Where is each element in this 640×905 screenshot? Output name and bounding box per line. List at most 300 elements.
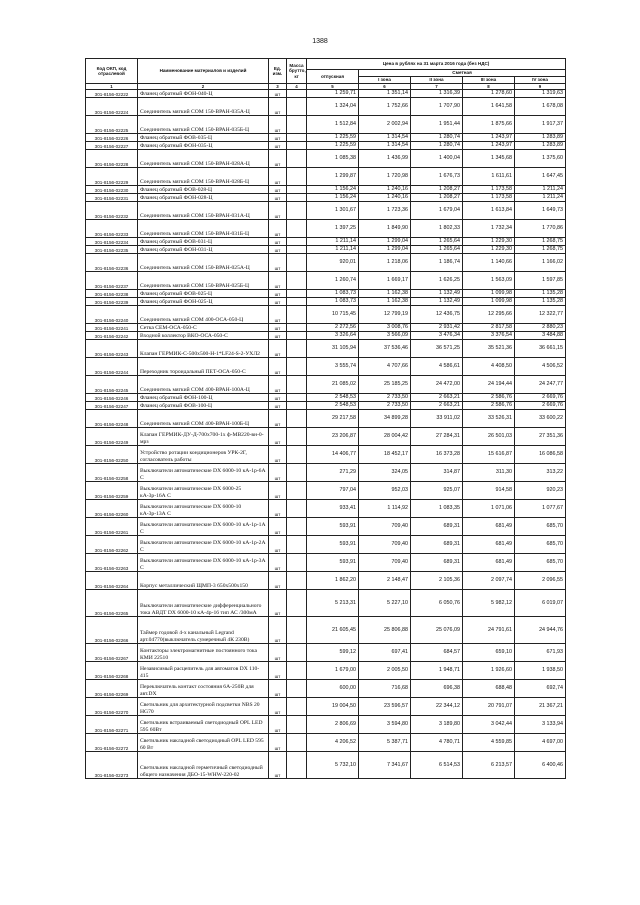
row-release-price: 933,41 [307,500,359,518]
row-zone-2-price: 1 208,27 [411,186,463,194]
row-mass [287,306,307,324]
header-mass: Масса брутто, кг [287,59,307,84]
row-zone-3-price: 681,49 [463,518,515,536]
row-unit: шт [269,394,287,402]
row-zone-2-price: 314,87 [411,464,463,482]
row-zone-1-price: 3 566,09 [359,332,411,340]
row-zone-4-price: 1 649,73 [515,202,566,220]
row-code: 301-8156-02262 [86,536,138,554]
row-zone-3-price: 20 791,07 [463,698,515,716]
row-zone-4-price: 1 166,02 [515,254,566,272]
row-unit: шт [269,698,287,716]
row-zone-3-price: 3 042,44 [463,716,515,734]
row-zone-3-price: 1 875,66 [463,116,515,134]
row-release-price: 1 862,20 [307,572,359,590]
row-zone-1-price: 25 806,88 [359,617,411,644]
row-unit: шт [269,298,287,306]
row-zone-2-price: 1 083,35 [411,500,463,518]
row-zone-4-price: 1 678,08 [515,98,566,116]
row-release-price: 1 211,14 [307,246,359,254]
row-release-price: 1 299,87 [307,168,359,186]
row-mass [287,446,307,464]
row-unit: шт [269,734,287,752]
row-mass [287,168,307,186]
row-unit: шт [269,500,287,518]
row-unit: шт [269,340,287,358]
row-unit: шт [269,324,287,332]
row-zone-1-price: 2 005,50 [359,662,411,680]
row-name: Таймер годовой 4-х канальный Legrand арт.04770(выключатель сумеречный 4К 230В) [138,617,269,644]
row-zone-2-price: 925,07 [411,482,463,500]
row-name: Соединитель мягкий СОМ 150-ВРАН-035А-Ц [138,98,269,116]
row-zone-2-price: 25 076,09 [411,617,463,644]
row-mass [287,376,307,394]
row-zone-3-price: 2 097,74 [463,572,515,590]
row-mass [287,272,307,290]
row-zone-2-price: 1 265,64 [411,246,463,254]
table-header [86,59,566,90]
header-unit: Ед. изм. [269,59,287,84]
row-zone-2-price: 3 189,80 [411,716,463,734]
table-row [86,90,566,98]
row-zone-1-price: 1 436,99 [359,150,411,168]
row-code: 301-8156-02236 [86,254,138,272]
row-zone-1-price: 697,41 [359,644,411,662]
row-zone-3-price: 3 376,54 [463,332,515,340]
page-number: 1388 [312,38,328,45]
row-name: Выключатели автоматические DX 6000-10 кА-1р-1А С [138,518,269,536]
row-release-price: 593,91 [307,536,359,554]
row-mass [287,410,307,428]
table-row [86,116,566,134]
row-unit: шт [269,194,287,202]
row-unit: шт [269,98,287,116]
row-name: Соединитель мягкий СОМ 400-ОСА-050-Ц [138,306,269,324]
row-zone-4-price: 1 135,28 [515,290,566,298]
table-row [86,306,566,324]
row-zone-2-price: 1 951,44 [411,116,463,134]
table-row [86,290,566,298]
table-row [86,150,566,168]
row-unit: шт [269,332,287,340]
row-zone-4-price: 1 077,67 [515,500,566,518]
row-code: 301-8156-02244 [86,358,138,376]
row-mass [287,644,307,662]
row-release-price: 920,01 [307,254,359,272]
row-name: Соединитель мягкий СОМ 150-ВРАН-025А-Ц [138,254,269,272]
row-zone-2-price: 33 911,02 [411,410,463,428]
row-zone-2-price: 1 208,27 [411,194,463,202]
row-code: 301-8156-02249 [86,428,138,446]
row-mass [287,402,307,410]
row-unit: шт [269,572,287,590]
row-code: 301-8156-02245 [86,376,138,394]
row-zone-3-price: 1 243,97 [463,134,515,142]
row-name: Фланец обратный ФОВ-031-Ц [138,238,269,246]
column-index: 4 [287,84,307,90]
row-zone-4-price: 4 506,52 [515,358,566,376]
row-zone-1-price: 3 594,80 [359,716,411,734]
row-zone-3-price: 35 521,36 [463,340,515,358]
row-zone-3-price: 1 099,98 [463,298,515,306]
table-row [86,134,566,142]
row-release-price: 1 083,73 [307,290,359,298]
row-release-price: 1 083,73 [307,298,359,306]
row-code: 301-8156-02226 [86,134,138,142]
row-release-price: 3 555,74 [307,358,359,376]
row-unit: шт [269,376,287,394]
row-code: 301-8156-02243 [86,340,138,358]
row-zone-1-price: 12 799,19 [359,306,411,324]
column-index: 3 [269,84,287,90]
row-name: Устройство ротации кондиционеров УРК-2Г, согласователь работы [138,446,269,464]
row-zone-4-price: 1 211,24 [515,186,566,194]
column-index: 6 [359,84,411,90]
row-zone-4-price: 33 600,22 [515,410,566,428]
row-zone-2-price: 1 280,74 [411,134,463,142]
table-row [86,220,566,238]
row-name: Корпус металлический ЩМП-3 650х500х150 [138,572,269,590]
row-zone-3-price: 4 559,85 [463,734,515,752]
row-zone-3-price: 2 586,76 [463,402,515,410]
row-unit: шт [269,142,287,150]
row-code: 301-8156-02247 [86,402,138,410]
row-code: 301-8156-02231 [86,194,138,202]
row-release-price: 1 512,84 [307,116,359,134]
row-zone-1-price: 716,68 [359,680,411,698]
row-zone-3-price: 2 586,76 [463,394,515,402]
row-mass [287,290,307,298]
row-unit: шт [269,238,287,246]
row-name: Соединитель мягкий СОМ 150-ВРАН-028А-Ц [138,150,269,168]
row-zone-3-price: 1 278,60 [463,90,515,98]
table-row [86,617,566,644]
row-zone-4-price: 1 283,89 [515,134,566,142]
table-row [86,402,566,410]
header-price-group: Цена в рублях на 31 марта 2016 года (без НДС) [307,59,566,70]
table-row [86,644,566,662]
row-unit: шт [269,220,287,238]
table-row [86,734,566,752]
row-unit: шт [269,536,287,554]
row-zone-3-price: 26 501,03 [463,428,515,446]
row-mass [287,716,307,734]
row-zone-2-price: 689,31 [411,536,463,554]
row-mass [287,340,307,358]
row-zone-4-price: 685,70 [515,554,566,572]
row-unit: шт [269,554,287,572]
row-name: Выключатели автоматические DX 6000-10 кА-1р-6А С [138,464,269,482]
row-unit: шт [269,446,287,464]
row-unit: шт [269,202,287,220]
row-release-price: 4 206,52 [307,734,359,752]
row-mass [287,698,307,716]
row-code: 301-8156-02250 [86,446,138,464]
row-zone-1-price: 1 162,38 [359,298,411,306]
row-zone-3-price: 1 613,84 [463,202,515,220]
price-table-sheet [85,58,565,779]
row-release-price: 599,12 [307,644,359,662]
row-mass [287,202,307,220]
row-release-price: 1 225,59 [307,142,359,150]
row-zone-4-price: 27 351,36 [515,428,566,446]
row-zone-2-price: 1 280,74 [411,142,463,150]
row-unit: шт [269,90,287,98]
table-row [86,662,566,680]
table-row [86,254,566,272]
row-name: Соединитель мягкий СОМ 150-ВРАН-031А-Ц [138,202,269,220]
row-name: Светильник для архитектурной подсветки NBS 20 HG70 [138,698,269,716]
row-zone-2-price: 24 472,00 [411,376,463,394]
row-zone-2-price: 16 373,28 [411,446,463,464]
row-code: 301-8156-02227 [86,142,138,150]
row-zone-4-price: 24 247,77 [515,376,566,394]
column-index: 8 [463,84,515,90]
row-zone-2-price: 4 586,61 [411,358,463,376]
table-row [86,536,566,554]
row-zone-3-price: 1 732,34 [463,220,515,238]
table-row [86,272,566,290]
row-release-price: 5 732,10 [307,752,359,779]
row-zone-3-price: 1 243,97 [463,142,515,150]
row-name: Клапан ГЕРМИК-ДУ-Д-700х700-1х ф-MB220-вн-0-мрз [138,428,269,446]
row-name: Соединитель мягкий СОМ 150-ВРАН-031Б-Ц [138,220,269,238]
row-mass [287,254,307,272]
row-mass [287,142,307,150]
row-unit: шт [269,246,287,254]
row-unit: шт [269,428,287,446]
row-mass [287,332,307,340]
table-row [86,194,566,202]
row-mass [287,590,307,617]
row-name: Фланец обратный ФОН-100-Ц [138,394,269,402]
row-name: Фланец обратный ФОВ-025-Ц [138,290,269,298]
row-zone-1-price: 2 733,50 [359,394,411,402]
table-row [86,572,566,590]
row-zone-4-price: 1 268,75 [515,246,566,254]
row-zone-3-price: 1 345,68 [463,150,515,168]
table-row [86,238,566,246]
row-release-price: 19 004,50 [307,698,359,716]
row-release-price: 1 225,59 [307,134,359,142]
row-zone-1-price: 1 314,54 [359,142,411,150]
table-row [86,358,566,376]
row-zone-4-price: 685,70 [515,518,566,536]
row-release-price: 593,91 [307,518,359,536]
row-zone-1-price: 1 240,16 [359,186,411,194]
row-zone-3-price: 33 526,31 [463,410,515,428]
row-zone-4-price: 1 647,45 [515,168,566,186]
row-zone-4-price: 2 096,55 [515,572,566,590]
row-release-price: 1 211,14 [307,238,359,246]
row-zone-1-price: 37 536,46 [359,340,411,358]
row-unit: шт [269,662,287,680]
row-zone-3-price: 311,30 [463,464,515,482]
row-code: 301-8156-02230 [86,186,138,194]
row-code: 301-8156-02260 [86,500,138,518]
row-zone-1-price: 25 185,25 [359,376,411,394]
table-row [86,246,566,254]
row-zone-2-price: 1 316,39 [411,90,463,98]
row-zone-4-price: 1 770,86 [515,220,566,238]
row-unit: шт [269,752,287,779]
row-zone-1-price: 5 227,10 [359,590,411,617]
row-mass [287,134,307,142]
row-name: Переходник тороидальный ПЕТ-ОСА-050-С [138,358,269,376]
row-zone-4-price: 1 597,85 [515,272,566,290]
row-zone-1-price: 1 752,66 [359,98,411,116]
row-zone-1-price: 1 723,36 [359,202,411,220]
row-zone-2-price: 27 284,31 [411,428,463,446]
row-mass [287,298,307,306]
row-name: Фланец обратный ФОН-025-Ц [138,298,269,306]
column-index: 2 [138,84,269,90]
row-release-price: 1 397,25 [307,220,359,238]
row-zone-3-price: 1 173,58 [463,194,515,202]
row-mass [287,464,307,482]
row-release-price: 593,91 [307,554,359,572]
row-zone-4-price: 685,70 [515,536,566,554]
row-zone-4-price: 313,22 [515,464,566,482]
row-zone-2-price: 6 514,53 [411,752,463,779]
row-name: Входной коллектор ВКО-ОСА-050-С [138,332,269,340]
row-name: Светильник накладной светодиодный OPL LED 595 60 Вт [138,734,269,752]
row-code: 301-8156-02266 [86,617,138,644]
row-zone-2-price: 689,31 [411,554,463,572]
row-zone-3-price: 681,49 [463,554,515,572]
row-zone-2-price: 36 571,25 [411,340,463,358]
row-code: 301-8156-02272 [86,734,138,752]
row-release-price: 10 715,45 [307,306,359,324]
row-name: Выключатели автоматические DX 6000-25 кА-3р-16А С [138,482,269,500]
row-zone-1-price: 1 314,54 [359,134,411,142]
row-release-price: 1 259,71 [307,90,359,98]
row-code: 301-8156-02263 [86,554,138,572]
row-release-price: 31 105,94 [307,340,359,358]
header-zone-2: II зона [411,77,463,84]
row-release-price: 1 301,67 [307,202,359,220]
row-mass [287,246,307,254]
row-unit: шт [269,134,287,142]
row-zone-1-price: 5 387,71 [359,734,411,752]
row-zone-1-price: 709,40 [359,554,411,572]
table-row [86,186,566,194]
table-row [86,394,566,402]
table-row [86,752,566,779]
table-row [86,332,566,340]
row-zone-1-price: 2 733,50 [359,402,411,410]
row-mass [287,680,307,698]
row-mass [287,500,307,518]
row-name: Соединитель мягкий СОМ 150-ВРАН-028Б-Ц [138,168,269,186]
row-zone-1-price: 1 299,04 [359,238,411,246]
row-zone-3-price: 681,49 [463,536,515,554]
row-zone-4-price: 3 133,94 [515,716,566,734]
row-zone-1-price: 18 452,17 [359,446,411,464]
row-unit: шт [269,358,287,376]
row-zone-1-price: 1 669,17 [359,272,411,290]
table-row [86,590,566,617]
table-row [86,464,566,482]
row-release-price: 23 206,87 [307,428,359,446]
row-zone-4-price: 6 019,07 [515,590,566,617]
row-zone-1-price: 1 162,38 [359,290,411,298]
row-code: 301-8156-02229 [86,168,138,186]
header-name: Наименование материалов и изделий [138,59,269,84]
row-zone-1-price: 28 004,42 [359,428,411,446]
row-zone-1-price: 1 240,16 [359,194,411,202]
row-zone-3-price: 24 791,61 [463,617,515,644]
row-zone-2-price: 2 663,21 [411,402,463,410]
row-release-price: 797,04 [307,482,359,500]
row-zone-2-price: 1 132,49 [411,290,463,298]
row-mass [287,358,307,376]
row-release-price: 3 326,64 [307,332,359,340]
column-index: 9 [515,84,566,90]
row-name: Контакторы электромагнитные постоянного тока КМИ 22510 [138,644,269,662]
row-mass [287,518,307,536]
row-zone-1-price: 1 218,06 [359,254,411,272]
row-release-price: 1 156,24 [307,186,359,194]
row-zone-2-price: 2 105,36 [411,572,463,590]
row-name: Выключатели автоматические DX 6000-10 кА-3р-13А С [138,500,269,518]
row-name: Фланец обратный ФОН-031-Ц [138,246,269,254]
row-code: 301-8156-02269 [86,680,138,698]
row-zone-1-price: 709,40 [359,536,411,554]
table-row [86,680,566,698]
row-mass [287,238,307,246]
row-zone-3-price: 914,58 [463,482,515,500]
row-mass [287,428,307,446]
row-zone-2-price: 1 265,64 [411,238,463,246]
row-mass [287,220,307,238]
row-zone-1-price: 3 008,76 [359,324,411,332]
row-unit: шт [269,150,287,168]
row-zone-2-price: 2 663,21 [411,394,463,402]
row-zone-2-price: 689,31 [411,518,463,536]
row-zone-2-price: 12 436,75 [411,306,463,324]
row-zone-4-price: 1 268,75 [515,238,566,246]
row-mass [287,394,307,402]
header-zone-1: I зона [359,77,411,84]
row-name: Переключатель контакт состояния 6А-250В для авт.DX [138,680,269,698]
row-zone-4-price: 6 400,46 [515,752,566,779]
row-unit: шт [269,680,287,698]
row-zone-3-price: 1 229,30 [463,246,515,254]
row-zone-1-price: 324,05 [359,464,411,482]
row-mass [287,324,307,332]
row-zone-3-price: 6 213,57 [463,752,515,779]
row-code: 301-8156-02265 [86,590,138,617]
row-zone-3-price: 4 408,50 [463,358,515,376]
row-name: Фланец обратный ФОН-035-Ц [138,142,269,150]
table-row [86,482,566,500]
row-mass [287,90,307,98]
row-unit: шт [269,482,287,500]
row-zone-4-price: 4 697,00 [515,734,566,752]
row-code: 301-8156-02233 [86,220,138,238]
column-index: 1 [86,84,138,90]
row-code: 301-8156-02273 [86,752,138,779]
row-name: Соединитель мягкий СОМ 400-ВРАН-100Б-Ц [138,410,269,428]
table-row [86,500,566,518]
row-zone-4-price: 2 880,23 [515,324,566,332]
row-unit: шт [269,168,287,186]
header-release-price: отпускная [307,70,359,84]
row-zone-2-price: 1 626,25 [411,272,463,290]
row-code: 301-8156-02237 [86,272,138,290]
row-code: 301-8156-02259 [86,482,138,500]
